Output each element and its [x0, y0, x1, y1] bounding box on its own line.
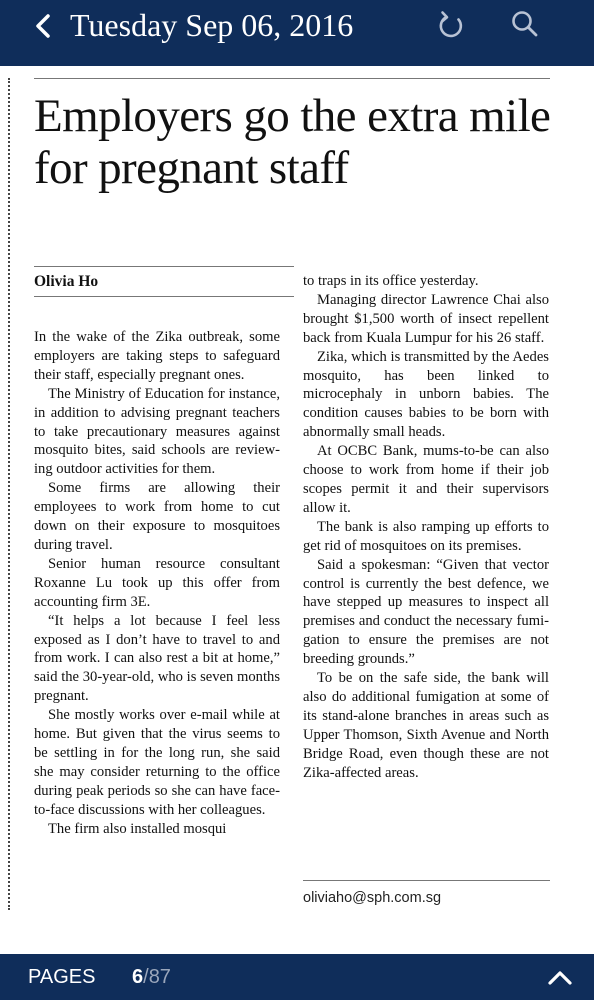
back-button[interactable]	[30, 12, 58, 40]
article-headline: Employers go the extra mile for pregnant staff	[34, 90, 551, 194]
paragraph: She mostly works over e-mail while at home. But given that the virus seems to be settling in for the long run, she said she may consider returning to the office during peak periods so she can have face-to-face discussions with her colleagues.	[34, 707, 280, 818]
paragraph: The Ministry of Education for instance, in addition to advising pregnant teachers to take precautionary measures against mosquito bites, said schools are reviewing outdoor activities for them.	[34, 385, 280, 478]
divider	[34, 296, 294, 297]
chevron-left-icon	[33, 13, 55, 39]
paragraph: to traps in its office yesterday.	[303, 273, 479, 289]
paragraph: Zika, which is transmitted by the Aedes mosquito, has been linked to microcephaly in unborn babies. The condition causes babies to be born with abnormally small heads.	[303, 348, 549, 441]
current-page: 6	[132, 966, 144, 988]
total-pages: 87	[148, 966, 171, 988]
article-column-2	[303, 272, 549, 782]
chevron-up-icon	[546, 966, 574, 990]
top-bar	[0, 0, 594, 66]
paragraph: Senior human resource consultant Roxanne Lu took up this offer from accounting firm 3E.	[34, 555, 280, 610]
paragraph: The bank is also ramping up efforts to get rid of mosquitoes on its premises.	[303, 518, 549, 554]
author-email[interactable]: oliviaho@sph.com.sg	[303, 890, 442, 906]
paragraph: At OCBC Bank, mums-to-be can also choose to work from home if their job scopes permit it and their supervisors allow it.	[303, 443, 549, 516]
paragraph: To be on the safe side, the bank will also do additional fumigation at some of its stand-alone branches in areas such as Upper Thomson, Sixth Avenue and North Bridge Road, even though these are not Zika-affected areas.	[303, 670, 549, 781]
issue-date: Tuesday Sep 06, 2016	[70, 7, 354, 43]
search-icon	[508, 8, 542, 42]
divider	[34, 266, 294, 267]
refresh-button[interactable]	[434, 8, 468, 42]
paragraph: “It helps a lot because I feel less exposed as I don’t have to travel to and from work. I can also rest a bit at home,” said the 30-year-old, who is seven months pregnant.	[34, 612, 280, 705]
paragraph: Some firms are allowing their employees to work from home to cut down on their exposure to mosquitoes during travel.	[34, 480, 280, 553]
refresh-icon	[434, 8, 468, 42]
paragraph: Managing director Lawrence Chai also brought $1,500 worth of insect repellent back from Kuala Lumpur for his 26 staff.	[303, 291, 549, 346]
page-indicator	[132, 964, 171, 990]
paragraph: In the wake of the Zika outbreak, some employers are taking steps to safeguard their staff, especially pregnant ones.	[34, 329, 280, 383]
paragraph: Said a spokesman: “Given that vector control is currently the best defence, we have stepped up measures to inspect all premises and conduct the necessary fumigation to ensure the premises are not breeding grounds.”	[303, 556, 549, 668]
divider	[34, 78, 550, 79]
article-column-1	[34, 328, 280, 838]
author-byline: Olivia Ho	[34, 273, 99, 290]
bottom-bar	[0, 954, 594, 1000]
paragraph: The firm also installed mosqui	[48, 820, 227, 837]
pages-button[interactable]: PAGES	[28, 966, 96, 988]
expand-button[interactable]	[546, 966, 574, 990]
divider	[303, 880, 550, 881]
page-separator: /	[143, 966, 149, 988]
page-edge-marker	[8, 78, 10, 910]
search-button[interactable]	[508, 8, 542, 42]
